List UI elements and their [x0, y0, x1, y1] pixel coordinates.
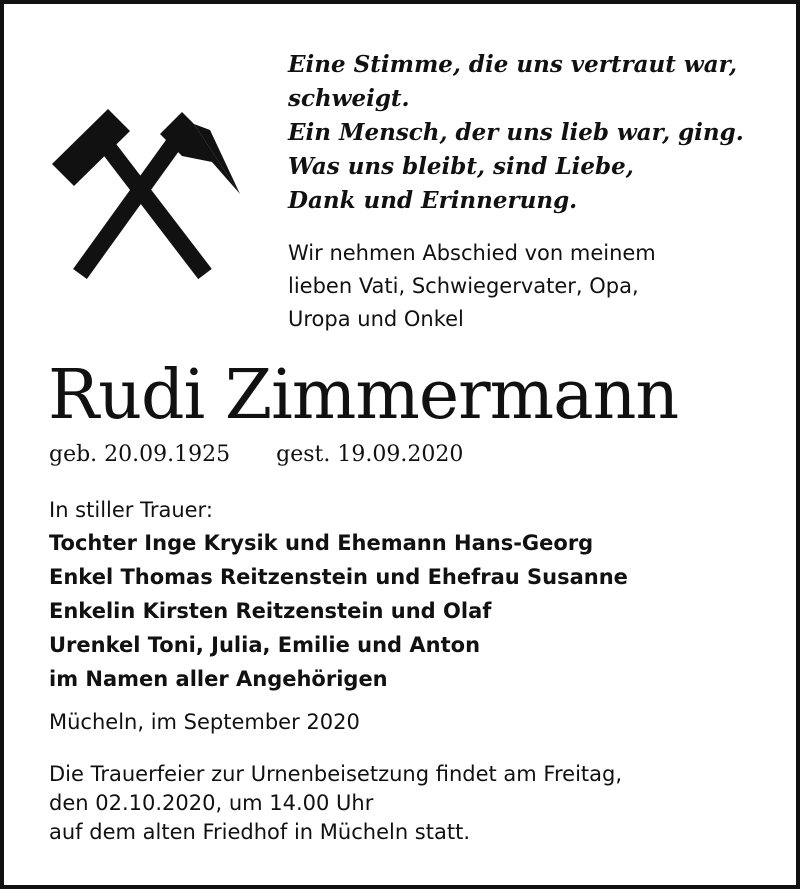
- place-and-date: Mücheln, im September 2020: [49, 710, 360, 734]
- farewell-intro: [288, 237, 656, 336]
- life-dates: [49, 439, 463, 471]
- poem-line: Dank und Erinnerung.: [288, 187, 578, 214]
- intro-line: Uropa und Onkel: [288, 307, 464, 331]
- deceased-name: Rudi Zimmermann: [48, 356, 679, 435]
- mourner-line: Urenkel Toni, Julia, Emilie und Anton: [49, 633, 481, 657]
- intro-line: lieben Vati, Schwiegervater, Opa,: [288, 274, 639, 298]
- mourner-line: im Namen aller Angehörigen: [49, 667, 388, 691]
- intro-line: Wir nehmen Abschied von meinem: [288, 241, 656, 265]
- mourners-list: [49, 526, 628, 696]
- birth-date: geb. 20.09.1925: [49, 442, 231, 467]
- service-line: Die Trauerfeier zur Urnenbeisetzung findet am Freitag,: [49, 762, 623, 786]
- funeral-service-info: [49, 760, 622, 847]
- service-line: auf dem alten Friedhof in Mücheln statt.: [49, 820, 470, 844]
- poem-line: Ein Mensch, der uns lieb war, ging.: [288, 119, 744, 146]
- poem-line: Was uns bleibt, sind Liebe,: [288, 153, 634, 180]
- mourner-line: Enkel Thomas Reitzenstein und Ehefrau Susanne: [49, 565, 628, 589]
- mourner-line: Enkelin Kirsten Reitzenstein und Olaf: [49, 599, 492, 623]
- poem-line: schweigt.: [288, 85, 410, 112]
- death-date: gest. 19.09.2020: [276, 442, 464, 467]
- mourners-heading: In stiller Trauer:: [49, 498, 213, 522]
- mourner-line: Tochter Inge Krysik und Ehemann Hans-Georg: [49, 531, 594, 555]
- crossed-hammer-and-pick-icon: [42, 104, 247, 284]
- poem-line: Eine Stimme, die uns vertraut war,: [288, 51, 738, 78]
- service-line: den 02.10.2020, um 14.00 Uhr: [49, 791, 374, 815]
- poem: [288, 48, 744, 218]
